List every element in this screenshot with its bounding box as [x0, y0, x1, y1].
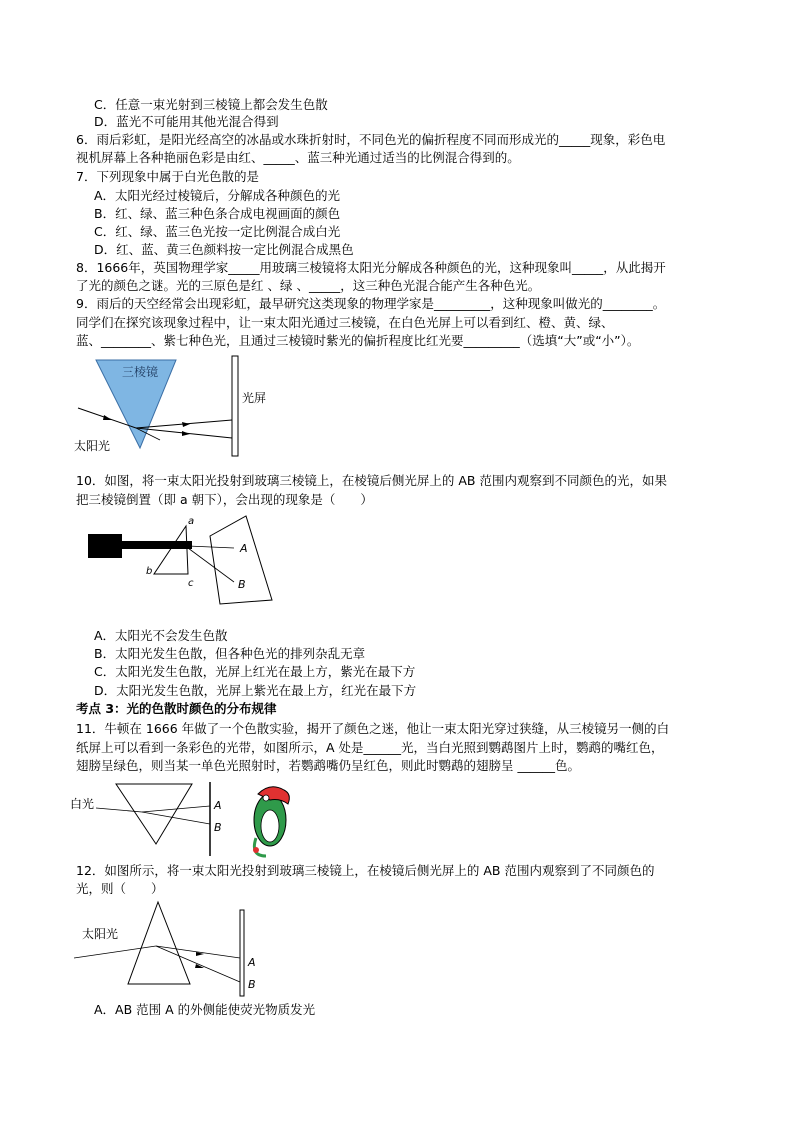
- q10-prism-figure: [84, 512, 284, 615]
- screen-label: 光屏: [242, 391, 267, 405]
- point-B-label: B: [214, 821, 222, 834]
- vertex-a-label: a: [188, 516, 195, 527]
- q9-line-2: 同学们在探究该现象过程中，让一束太阳光通过三棱镜，在白色光屏上可以看到红、橙、黄、绿、: [76, 315, 614, 330]
- slit-beam: [122, 541, 192, 549]
- q10-option-c: C．太阳光发生色散，光屏上红光在最上方，紫光在最下方: [94, 664, 416, 679]
- point-B-label: B: [248, 978, 256, 991]
- screen-shape: [240, 910, 244, 996]
- light-source-box: [88, 534, 122, 558]
- q6-line-2: 视机屏幕上各种艳丽色彩是由红、_____、蓝三种光通过适当的比例混合得到的。: [76, 150, 520, 165]
- point-B-label: B: [238, 578, 246, 591]
- sunlight-label: 太阳光: [82, 927, 119, 941]
- vertex-c-label: c: [188, 578, 194, 589]
- q11-line-1: 11．牛顿在 1666 年做了一个色散实验，揭开了颜色之迷，他让一束太阳光穿过狭缝，从三棱镜另一侧的白: [76, 721, 670, 736]
- prism-outline: [154, 526, 188, 574]
- parrot-picture: [253, 787, 289, 856]
- prism-label: 三棱镜: [122, 365, 159, 379]
- q9-prism-figure: [60, 352, 300, 465]
- q7-option-a: A．太阳光经过棱镜后，分解成各种颜色的光: [94, 188, 341, 203]
- q12-line-1: 12．如图所示，将一束太阳光投射到玻璃三棱镜上，在棱镜后侧光屏上的 AB 范围内观察到了不同颜色的: [76, 863, 655, 878]
- q10-line-2: 把三棱镜倒置（即 a 朝下），会出现的现象是（ ）: [76, 492, 373, 507]
- q7-option-d: D．红、蓝、黄三色颜料按一定比例混合成黑色: [94, 242, 354, 257]
- q7-option-c: C．红、绿、蓝三色光按一定比例混合成白光: [94, 224, 341, 239]
- q9-line-1: 9．雨后的天空经常会出现彩虹，最早研究这类现象的物理学家是_________，这种现象叫做光的________。: [76, 296, 666, 311]
- q10-line-1: 10．如图，将一束太阳光投射到玻璃三棱镜上，在棱镜后侧光屏上的 AB 范围内观察到不同颜色的光，如果: [76, 473, 667, 488]
- q11-line-2: 纸屏上可以看到一条彩色的光带，如图所示，A 处是______光，当白光照到鹦鹉图片上时，鹦鹉的嘴红色，: [76, 740, 664, 755]
- section-heading: 考点 3：光的色散时颜色的分布规律: [76, 701, 277, 716]
- point-A-label: A: [248, 956, 256, 969]
- point-A-label: A: [214, 799, 222, 812]
- q5-option-d: D．蓝光不可能用其他光混合得到: [94, 114, 279, 129]
- vertex-b-label: b: [146, 566, 153, 577]
- q11-figure: [70, 776, 320, 869]
- q8-line-1: 8．1666年，英国物理学家_____用玻璃三棱镜将太阳光分解成各种颜色的光，这种现象叫_____，从此揭开: [76, 260, 666, 275]
- q5-option-c: C．任意一束光射到三棱镜上都会发生色散: [94, 97, 328, 112]
- prism-outline: [128, 902, 190, 984]
- q11-line-3: 翅膀呈绿色，则当某一单色光照射时，若鹦鹉嘴仍呈红色，则此时鹦鹉的翅膀呈 ______色。: [76, 758, 580, 773]
- screen-shape: [232, 356, 238, 456]
- q10-option-b: B．太阳光发生色散，但各种色光的排列杂乱无章: [94, 646, 366, 661]
- white-light-label: 白光: [70, 797, 95, 811]
- q12-line-2: 光，则（ ）: [76, 881, 164, 896]
- q12-figure: [74, 898, 274, 1001]
- point-A-label: A: [240, 542, 248, 555]
- q8-line-2: 了光的颜色之谜。光的三原色是红 、绿 、_____，这三种色光混合能产生各种色光。: [76, 278, 541, 293]
- q9-line-3: 蓝、________、紫七种色光，且通过三棱镜时紫光的偏折程度比红光要_________（选填“大”或“小”）。: [76, 333, 640, 348]
- q6-line-1: 6．雨后彩虹，是阳光经高空的冰晶或水珠折射时，不同色光的偏折程度不同而形成光的_____现象，彩色电: [76, 132, 666, 147]
- q10-option-d: D．太阳光发生色散，光屏上紫光在最上方，红光在最下方: [94, 683, 417, 698]
- q12-option-a: A．AB 范围 A 的外侧能使荧光物质发光: [94, 1002, 316, 1017]
- q10-option-a: A．太阳光不会发生色散: [94, 628, 228, 643]
- q7-stem: 7．下列现象中属于白光色散的是: [76, 169, 259, 184]
- q7-option-b: B．红、绿、蓝三种色条合成电视画面的颜色: [94, 206, 341, 221]
- sunlight-label: 太阳光: [74, 439, 111, 453]
